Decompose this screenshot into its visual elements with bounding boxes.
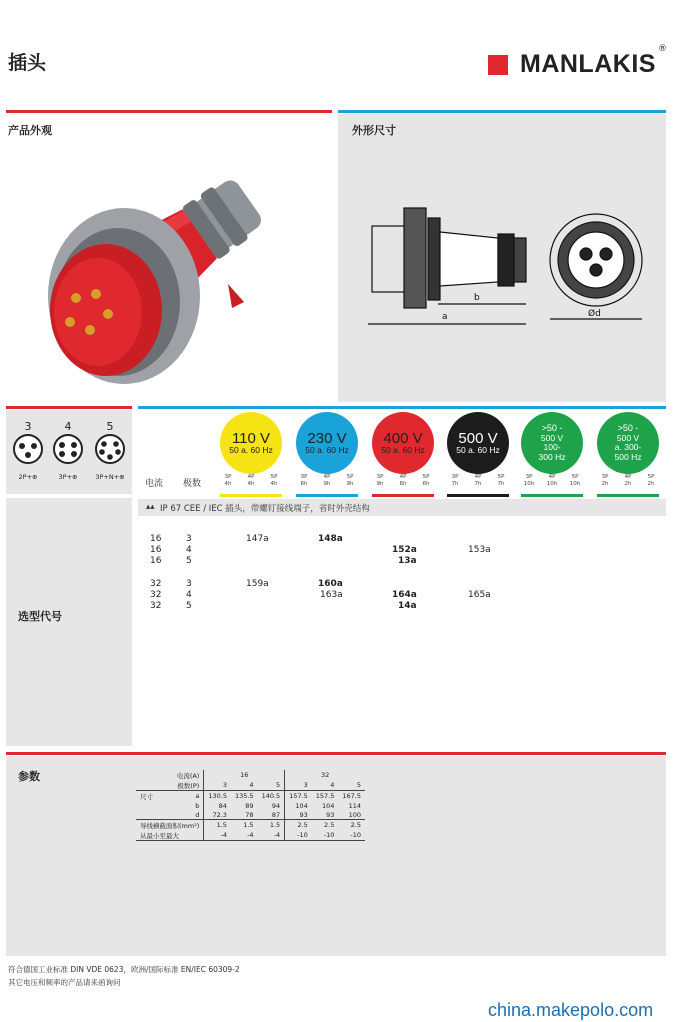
brand-square-icon: [488, 55, 508, 75]
subtitle-bar: [138, 499, 666, 516]
watermark-text: china.makepolo.com: [488, 1000, 654, 1020]
table-row: 16: [150, 545, 162, 555]
table-row: 16: [150, 556, 162, 566]
bar-230v: [296, 494, 358, 497]
pin-shape: [71, 293, 81, 303]
poles-230v: 3P 6h 4P 9h 5P 9h: [300, 474, 354, 487]
rule-parameters: [6, 752, 666, 755]
pin-config-4: 4 3P+⊕: [50, 420, 86, 481]
rule-voltages: [138, 406, 666, 409]
parameters-section: [6, 756, 666, 956]
bullet-icon: ▴▴: [146, 502, 155, 512]
appearance-label: 产品外观: [8, 124, 52, 137]
rule-appearance: [6, 110, 332, 113]
voltage-50-500v-300-500hz: >50 - 500 V a. 300- 500 Hz: [597, 412, 659, 474]
bar-500v: [447, 494, 509, 497]
bar-400v: [372, 494, 434, 497]
dimension-drawing: [338, 114, 666, 402]
voltage-500v: 500 V 50 a. 60 Hz: [447, 412, 509, 474]
pin-face-3-icon: [12, 433, 44, 465]
voltage-230v: 230 V 50 a. 60 Hz: [296, 412, 358, 474]
page-title: 插头: [8, 52, 47, 74]
poles-400v: 3P 9h 4P 6h 5P 6h: [376, 474, 430, 487]
model-code-label: 选型代号: [18, 610, 62, 623]
pin-config-3: 3 2P+⊕: [10, 420, 46, 481]
poles-green-b: 3P 2h 4P 2h 5P 2h: [601, 474, 655, 487]
footer-inquiry-note: 其它电压和频率的产品请来函询问: [8, 978, 121, 987]
voltage-110v: 110 V 50 a. 60 Hz: [220, 412, 282, 474]
rule-pins: [6, 406, 132, 409]
brand-name: MANLAKIS: [520, 50, 656, 78]
table-row: 32: [150, 579, 162, 589]
brand-logo: [488, 44, 667, 79]
dimensions-section: [338, 114, 666, 402]
plug-photo: [6, 114, 332, 402]
dim-label-b: b: [474, 293, 480, 303]
table-row: 16: [150, 534, 162, 544]
subtitle-text: IP 67 CEE / IEC 插头，带螺钉接线端子，省时外壳结构: [160, 504, 370, 514]
pin-config-5: 5 3P+N+⊕: [95, 420, 125, 481]
rule-dimensions: [338, 110, 666, 113]
col-poles: 极数: [183, 479, 202, 489]
pin-face-4-icon: [52, 433, 84, 465]
bar-green-a: [521, 494, 583, 497]
dim-label-a: a: [442, 312, 448, 322]
bar-green-b: [597, 494, 659, 497]
poles-500v: 3P 7h 4P 7h 5P 7h: [451, 474, 505, 487]
drawing-front-flange: [372, 226, 408, 292]
parameters-label: 参数: [18, 770, 40, 783]
model-code-box: [6, 498, 132, 746]
poles-green-a: 3P 10h 4P 10h 5P 10h: [523, 474, 581, 487]
registered-mark: ®: [657, 44, 667, 54]
parameters-table: 电流(A) 16 32 极数(P) 3 4 5 3 4 5 尺寸 a 130.5 135.5 140.5 157.5 157.5 167.5 b 84 89 94 104 104 114 d 72.3 78 87 93 93 100 导线横截面积(mm²) 1.5 1.5 1.5 2.5 2.5 2.5 从最小至最大 -4 -4 -4 -10 -10 -10: [136, 770, 365, 841]
footer-standard-note: 符合德国工业标准 DIN VDE 0623，欧洲/国际标准 EN/IEC 60309-2: [8, 965, 240, 974]
appearance-section: [6, 114, 332, 402]
col-current: 电流: [145, 479, 164, 489]
voltage-50-500v-100-300hz: >50 - 500 V 100- 300 Hz: [521, 412, 583, 474]
voltage-400v: 400 V 50 a. 60 Hz: [372, 412, 434, 474]
bar-110v: [220, 494, 282, 497]
pin-config-box: [6, 410, 132, 494]
table-row: 32: [150, 590, 162, 600]
pin-face-5-icon: [94, 433, 126, 465]
dimensions-label: 外形尺寸: [352, 124, 396, 137]
poles-110v: 3P 4h 4P 4h 5P 4h: [224, 474, 278, 487]
dim-label-d: Ød: [588, 309, 601, 319]
table-row: 32: [150, 601, 162, 611]
